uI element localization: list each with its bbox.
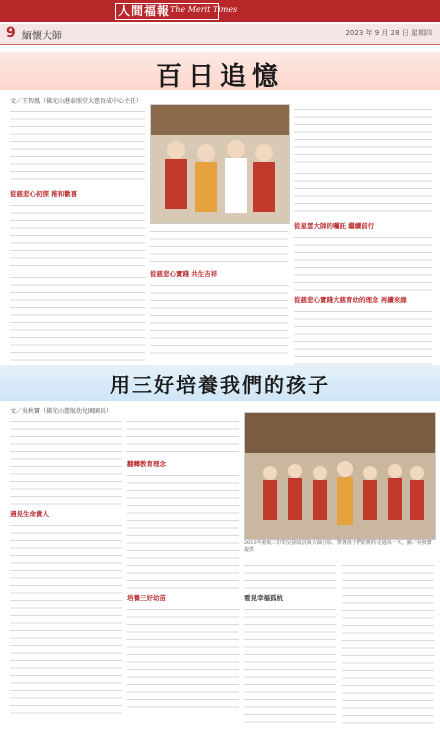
body-text <box>244 560 336 590</box>
article2-title: 用三好培養我們的孩子 <box>110 373 330 397</box>
logo-english: The Merit Times <box>170 5 238 14</box>
body-text <box>150 226 288 266</box>
body-text <box>294 232 432 292</box>
body-text <box>294 168 432 218</box>
article1-subheading-4: 從星雲大師的囑託 繼續前行 <box>294 222 375 230</box>
body-text <box>10 520 122 720</box>
body-text <box>342 560 434 725</box>
article2-column-1 <box>10 416 122 720</box>
article2-subheading-2: 翻轉教育理念 <box>127 460 166 468</box>
body-text <box>127 604 239 714</box>
article1-column-3 <box>294 104 432 370</box>
body-text <box>10 416 122 506</box>
article2-subheading-3: 培養三好幼苗 <box>127 594 166 602</box>
body-text <box>294 104 432 164</box>
dateline: 2023 年 9 月 28 日 星期四 <box>345 29 432 37</box>
article2-column-3 <box>244 560 336 724</box>
children-photo-image <box>245 413 435 539</box>
article1-subheading-3: 從慈悲心實踐 共生吉祥 <box>150 270 218 278</box>
section-name: 緬懷大師 <box>22 31 62 42</box>
body-text <box>150 280 288 360</box>
article2-byline: 文／吳秋寶（佛光山慈航幼兒園園長） <box>10 408 113 415</box>
article2-subheading-4: 看見幸福孤杭 <box>244 594 283 602</box>
body-text <box>244 604 336 724</box>
article1-byline: 文／王智鳳（佛光山港泰照堂大慈育成中心主任） <box>10 98 143 105</box>
article2-photo-caption: 2013年慈航三好幼兒園成員與大師合影，帶著孩子們的期待走過每一天。圖／吳秋寶提供 <box>244 540 432 553</box>
article2-photo <box>244 412 436 540</box>
group-photo-image <box>151 105 289 223</box>
article1-photo <box>150 104 290 224</box>
body-text <box>294 306 432 370</box>
article2-column-2 <box>127 416 239 714</box>
article1-column-2 <box>150 226 288 360</box>
masthead <box>0 0 440 22</box>
logo-chinese: 人間福報 <box>118 4 171 18</box>
body-text <box>10 272 145 362</box>
page-number: 9 <box>6 25 16 41</box>
body-text <box>127 416 239 456</box>
article1-column-1 <box>10 106 145 362</box>
article2-column-4 <box>342 560 434 725</box>
article1-subheading-5: 從慈悲心實踐大慈育幼的理念 再續來緣 <box>294 296 407 304</box>
body-text <box>10 106 145 186</box>
body-text <box>127 470 239 590</box>
article2-subheading-1: 遇見生命貴人 <box>10 510 49 518</box>
body-text <box>10 200 145 272</box>
article1-title: 百日追憶 <box>155 62 284 92</box>
article1-subheading-1: 從慈悲心初探 稚和歡喜 <box>10 190 78 198</box>
